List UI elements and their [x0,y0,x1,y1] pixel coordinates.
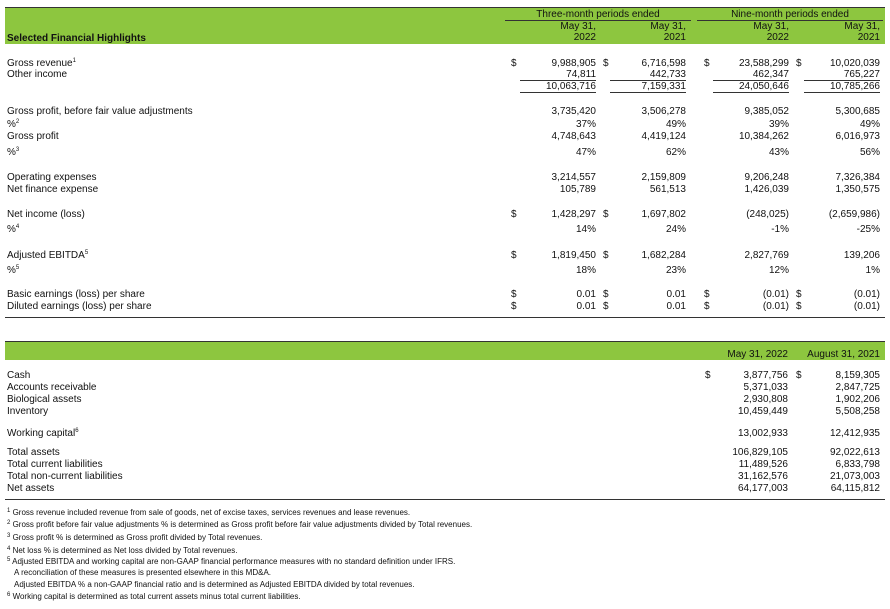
value-col1: 0.01 [576,289,596,300]
value-col3: (248,025) [746,209,789,220]
value-col1: 47% [575,147,596,158]
subtotal-rule-col2 [610,80,686,81]
row-label: Working capital$^6$ [7,428,79,439]
value-col3: 1,426,039 [744,184,789,195]
value-col2: 5,508,258 [835,406,880,417]
value-col2: 8,159,305 [835,370,880,381]
value-col4: (2,659,986) [828,209,880,220]
dollar-sign: $ [796,301,802,312]
footnote-4: $^4$ Net loss % is determined as Net loss divided by Total revenues. [7,546,238,555]
value-col1: 18% [575,265,596,276]
footnote-2: $^2$ Gross profit before fair value adjustments % is determined as Gross profit before fair value adjustments divided by Total revenues. [7,520,473,529]
value-col4: 49% [859,119,880,130]
col2-header-line1: May 31, [650,21,686,32]
value-col4: 10,785,266 [829,81,880,92]
value-col2: 4,419,124 [641,131,686,142]
footnote-8: $^6$ Working capital is determined as total current assets minus total current liabilities. [7,592,301,601]
value-col1: 105,789 [559,184,596,195]
value-col2: 0.01 [666,289,686,300]
value-col4: 139,206 [843,250,880,261]
value-col2: 23% [665,265,686,276]
value-col1: 9,988,905 [551,58,596,69]
value-col1: 37% [575,119,596,130]
value-col1: 64,177,003 [737,483,788,494]
value-col1: 10,063,716 [545,81,596,92]
header-top-rule [5,7,885,8]
value-col3: -1% [771,224,789,235]
value-col1: 2,930,808 [743,394,788,405]
footnote-ref: 6 [75,428,79,434]
col4-header-line2: 2021 [857,32,880,43]
dollar-sign: $ [603,209,609,220]
row-label: Total assets [7,447,60,458]
value-col3: 12% [768,265,789,276]
t2-col2-header: August 31, 2021 [807,349,880,360]
nine-month-header: Nine-month periods ended [731,9,849,20]
value-col1: 13,002,933 [737,428,788,439]
value-col4: (0.01) [853,301,880,312]
value-col2: 1,697,802 [641,209,686,220]
footnote-6: A reconciliation of these measures is presented elsewhere in this MD&A. [14,568,272,577]
subtotal-double-rule-col3 [713,92,789,93]
value-col2: 0.01 [666,301,686,312]
value-col3: 23,588,299 [738,58,789,69]
t2-col1-header: May 31, 2022 [727,349,788,360]
footnote-number: 3 [7,533,11,539]
value-col4: (0.01) [853,289,880,300]
row-label: %$^2$ [7,119,20,130]
dollar-sign: $ [704,289,710,300]
row-label: Gross revenue$^1$ [7,58,76,69]
value-col4: 10,020,039 [829,58,880,69]
value-col3: (0.01) [762,289,789,300]
value-col3: 9,385,052 [744,106,789,117]
col3-header-line2: 2022 [766,32,789,43]
footnote-1: $^1$ Gross revenue included revenue from sale of goods, net of excise taxes, services revenues and lease revenues. [7,508,411,517]
row-label: Inventory [7,406,49,417]
value-col2: 62% [665,147,686,158]
row-label: Gross profit, before fair value adjustments [7,106,193,117]
value-col1: 1,428,297 [551,209,596,220]
footnote-ref: 5 [15,265,20,271]
value-col2: 21,073,003 [829,471,880,482]
row-label: Other income [7,69,68,80]
table2-bottom-rule [5,499,885,500]
value-col1: 10,459,449 [737,406,788,417]
col1-header-line1: May 31, [560,21,596,32]
subtotal-double-rule-col2 [610,92,686,93]
value-col2: 3,506,278 [641,106,686,117]
value-col2: 2,159,809 [641,172,686,183]
footnote-ref: 5 [84,250,89,256]
value-col3: 462,347 [752,69,789,80]
value-col3: 43% [768,147,789,158]
row-label: Operating expenses [7,172,97,183]
subtotal-rule-col3 [713,80,789,81]
row-label: Biological assets [7,394,82,405]
value-col2: 2,847,725 [835,382,880,393]
dollar-sign: $ [704,301,710,312]
row-label: Net finance expense [7,184,99,195]
dollar-sign: $ [603,289,609,300]
dollar-sign: $ [603,250,609,261]
row-label: Diluted earnings (loss) per share [7,301,152,312]
footnote-5: $^5$ Adjusted EBITDA and working capital are non-GAAP financial performance measures with no standard definition under IFRS. [7,557,456,566]
subtotal-double-rule-col1 [520,92,596,93]
row-label: Net income (loss) [7,209,85,220]
row-label: Total current liabilities [7,459,103,470]
dollar-sign: $ [796,370,802,381]
footnote-number: 5 [7,557,11,563]
value-col3: 2,827,769 [744,250,789,261]
value-col3: 39% [768,119,789,130]
row-label: %$^5$ [7,265,20,276]
value-col4: -25% [856,224,880,235]
dollar-sign: $ [603,301,609,312]
footnote-7: Adjusted EBITDA % a non-GAAP financial ratio and is determined as Adjusted EBITDA divided by total revenues. [14,580,415,589]
footnote-number: 6 [7,592,11,598]
value-col1: 3,735,420 [551,106,596,117]
footnote-3: $^3$ Gross profit % is determined as Gross profit divided by Total revenues. [7,533,263,542]
row-label: Adjusted EBITDA$^5$ [7,250,89,261]
footnote-number: 1 [7,508,11,514]
table1-bottom-rule [5,317,885,318]
value-col2: 442,733 [649,69,686,80]
value-col4: 765,227 [843,69,880,80]
value-col1: 5,371,033 [743,382,788,393]
value-col3: (0.01) [762,301,789,312]
value-col2: 92,022,613 [829,447,880,458]
dollar-sign: $ [705,370,711,381]
dollar-sign: $ [796,58,802,69]
value-col4: 1,350,575 [835,184,880,195]
value-col2: 6,833,798 [835,459,880,470]
footnote-ref: 3 [15,147,20,153]
value-col2: 24% [665,224,686,235]
subtotal-rule-col1 [520,80,596,81]
row-label: Cash [7,370,31,381]
value-col1: 3,214,557 [551,172,596,183]
dollar-sign: $ [511,250,517,261]
dollar-sign: $ [511,209,517,220]
value-col1: 0.01 [576,301,596,312]
footnote-ref: 4 [15,224,20,230]
value-col1: 14% [575,224,596,235]
value-col1: 74,811 [566,69,596,80]
value-col1: 3,877,756 [743,370,788,381]
value-col2: 561,513 [649,184,686,195]
footnote-ref: 1 [72,58,76,64]
value-col1: 1,819,450 [551,250,596,261]
row-label: Accounts receivable [7,382,97,393]
col4-header-line1: May 31, [844,21,880,32]
row-label: %$^3$ [7,147,20,158]
value-col3: 9,206,248 [744,172,789,183]
footnote-number: 2 [7,520,11,526]
value-col4: 7,326,384 [835,172,880,183]
value-col4: 5,300,685 [835,106,880,117]
value-col4: 6,016,973 [835,131,880,142]
subtotal-double-rule-col4 [804,92,880,93]
value-col1: 11,489,526 [738,459,788,470]
row-label: Total non-current liabilities [7,471,123,482]
dollar-sign: $ [511,289,517,300]
col1-header-line2: 2022 [573,32,596,43]
three-month-header: Three-month periods ended [536,9,660,20]
dollar-sign: $ [511,301,517,312]
row-label: Gross profit [7,131,59,142]
value-col1: 31,162,576 [737,471,788,482]
value-col2: 1,682,284 [641,250,686,261]
value-col1: 4,748,643 [551,131,596,142]
dollar-sign: $ [511,58,517,69]
value-col2: 64,115,812 [830,483,880,494]
value-col1: 106,829,105 [732,447,788,458]
value-col2: 6,716,598 [641,58,686,69]
value-col3: 10,384,262 [738,131,789,142]
value-col3: 24,050,646 [738,81,789,92]
col3-header-line1: May 31, [753,21,789,32]
row-label: %$^4$ [7,224,20,235]
value-col4: 56% [859,147,880,158]
value-col2: 49% [665,119,686,130]
value-col2: 1,902,206 [835,394,880,405]
col2-header-line2: 2021 [663,32,686,43]
footnote-ref: 2 [15,119,20,125]
row-label: Basic earnings (loss) per share [7,289,145,300]
subtotal-rule-col4 [804,80,880,81]
dollar-sign: $ [704,58,710,69]
value-col2: 12,412,935 [829,428,880,439]
value-col4: 1% [865,265,880,276]
row-label: Net assets [7,483,55,494]
value-col2: 7,159,331 [641,81,686,92]
dollar-sign: $ [603,58,609,69]
footnote-number: 4 [7,546,11,552]
dollar-sign: $ [796,289,802,300]
table1-title: Selected Financial Highlights [7,33,146,44]
